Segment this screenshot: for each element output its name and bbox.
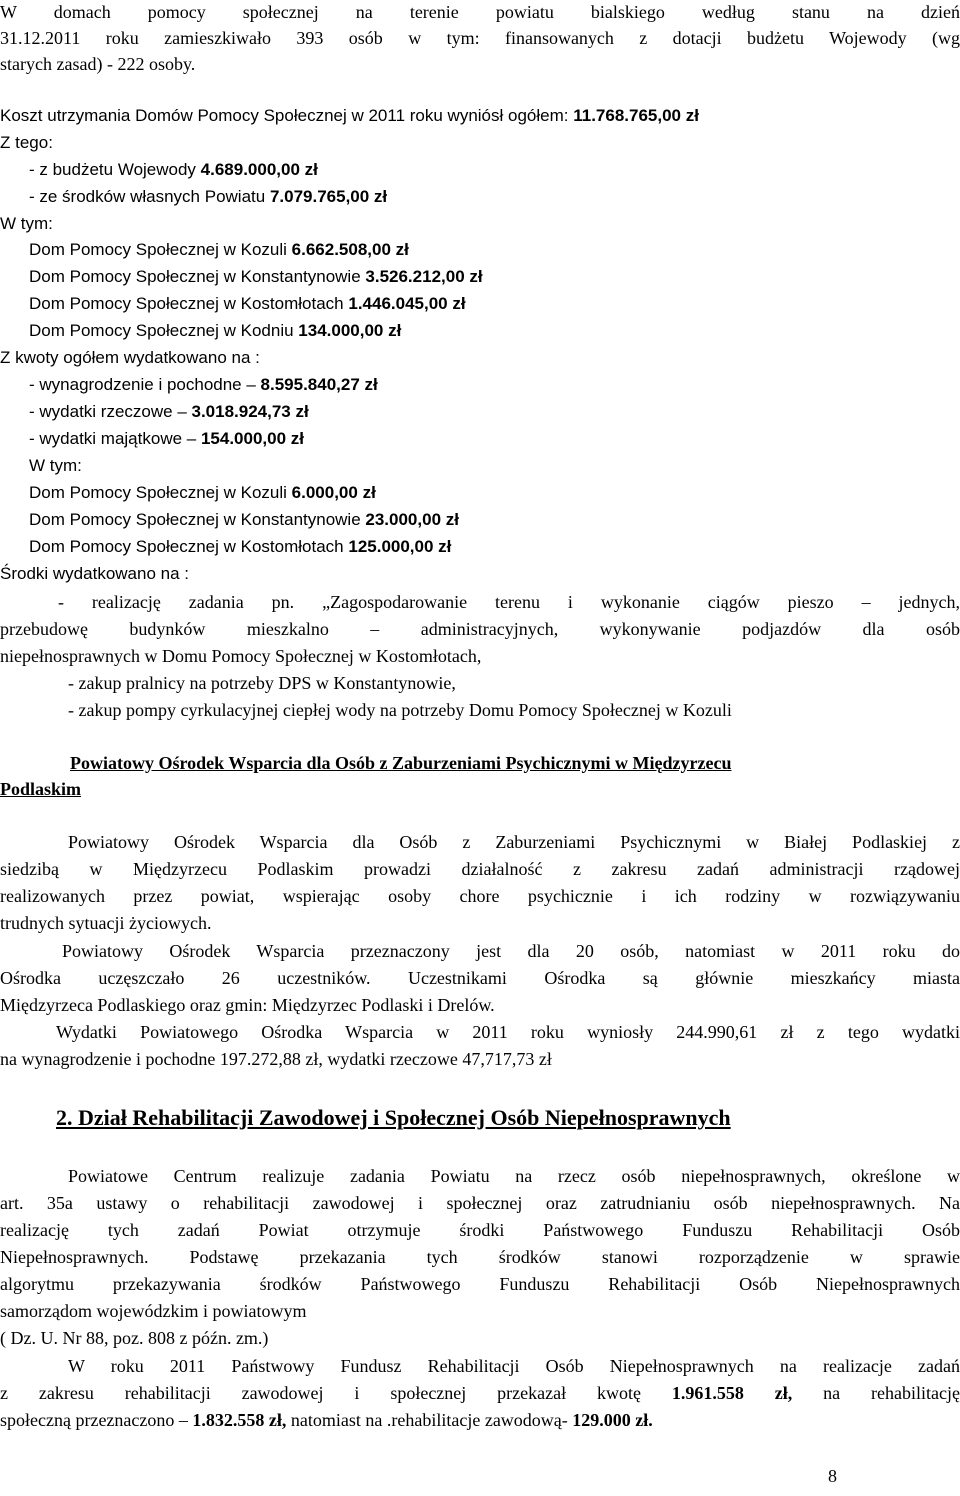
funds-line-2: przebudowę budynków mieszkalno – administracyjnych, wykonywanie podjazdów dla osób [0,619,960,639]
spending-home-label: Dom Pomocy Społecznej w Kozuli [29,483,292,502]
z-tego-label: Z tego: [0,133,53,152]
center-title-cont: Podlaskim [0,779,82,799]
cost-home-label: Dom Pomocy Społecznej w Kodniu [29,321,299,340]
rehab-p1-line: ( Dz. U. Nr 88, poz. 808 z późn. zm.) [0,1328,269,1348]
rehab-p1-line: Niepełnosprawnych. Podstawę przekazania tych środków stanowi rozporządzenie w sprawie [0,1247,960,1267]
wojewoda-line [0,158,960,186]
intro-line-2: 31.12.2011 roku zamieszkiwało 393 osób w tym: finansowanych z dotacji budżetu Wojewody (wg [0,28,960,48]
cost-home-label: Dom Pomocy Społecznej w Kozuli [29,240,292,259]
center-p2-line: Powiatowy Ośrodek Wsparcia przeznaczony jest dla 20 osób, natomiast w 2011 roku do [62,941,960,961]
material-label: - wydatki rzeczowe – [29,402,192,421]
page-number: 8 [828,1466,837,1486]
powiat-value: 7.079.765,00 zł [269,187,388,206]
cost-total: 11.768.765,00 zł [573,106,699,125]
funds-line-1: - realizację zadania pn. „Zagospodarowanie terenu i wykonanie ciągów pieszo – jednych, [58,592,960,612]
cost-home-value: 1.446.045,00 zł [348,294,466,313]
cost-label: Koszt utrzymania Domów Pomocy Społecznej w 2011 roku wyniósł ogółem: [0,106,574,125]
funds-line-4: - zakup pralnicy na potrzeby DPS w Konstantynowie, [68,673,456,693]
center-title-line-1 [70,751,960,779]
wojewoda-label: - z budżetu Wojewody [29,160,201,179]
center-title: Powiatowy Ośrodek Wsparcia dla Osób z Zaburzeniami Psychicznymi w Międzyrzecu [70,753,732,773]
rehab-p2-line-1: W roku 2011 Państwowy Fundusz Rehabilitacji Osób Niepełnosprawnych na realizacje zadań [68,1356,960,1376]
spending-home-label: Dom Pomocy Społecznej w Kostomłotach [29,537,349,556]
rehab-p1-line: art. 35a ustawy o rehabilitacji zawodowej i społecznej oraz zatrudnianiu osób niepełnosprawnych. Na [0,1193,960,1213]
powiat-label: - ze środków własnych Powiatu [29,187,270,206]
funds-header: Środki wydatkowano na : [0,564,189,583]
spending-w-tym: W tym: [29,456,82,475]
intro-line-3: starych zasad) - 222 osoby. [0,54,196,74]
cost-total-line [0,104,960,132]
asset-label: - wydatki majątkowe – [29,429,201,448]
rehab-p2-line-2 [0,1381,960,1409]
wages-line [0,373,960,401]
center-p1-line: Powiatowy Ośrodek Wsparcia dla Osób z Zaburzeniami Psychicznymi w Białej Podlaskiej z [68,832,960,852]
spending-home-row [0,508,960,536]
cost-home-row [0,238,960,266]
rehab-heading-line [56,1103,960,1135]
center-p1-line: realizowanych przez powiat, wspierając osoby chore psychicznie i ich rodziny w rozwiązywaniu [0,886,960,906]
center-p1-line: trudnych sytuacji życiowych. [0,913,212,933]
center-title-line-2 [0,777,960,805]
rehab-p2-line-3 [0,1408,960,1436]
rehab-p1-line: Powiatowe Centrum realizuje zadania Powiatu na rzecz osób niepełnosprawnych, określone w [68,1166,960,1186]
center-p3-line: na wynagrodzenie i pochodne 197.272,88 zł, wydatki rzeczowe 47,717,73 zł [0,1049,552,1069]
spending-header: Z kwoty ogółem wydatkowano na : [0,348,260,367]
spending-home-row [0,481,960,509]
cost-home-label: Dom Pomocy Społecznej w Konstantynowie [29,267,366,286]
cost-home-value: 3.526.212,00 zł [365,267,483,286]
rehab-p2-tail: na rehabilitację [792,1383,960,1403]
spending-home-value: 23.000,00 zł [365,510,459,529]
asset-line [0,427,960,455]
wojewoda-value: 4.689.000,00 zł [200,160,318,179]
funds-line-5: - zakup pompy cyrkulacyjnej ciepłej wody na potrzeby Domu Pomocy Społecznej w Kozuli [68,700,732,720]
cost-home-value: 134.000,00 zł [298,321,402,340]
cost-home-label: Dom Pomocy Społecznej w Kostomłotach [29,294,349,313]
rehab-p1-line: realizację tych zadań Powiat otrzymuje środki Państwowego Funduszu Rehabilitacji Osób [0,1220,960,1240]
rehab-p2-l3-mid: natomiast na .rehabilitacje zawodową- [286,1410,573,1430]
funds-line-3: niepełnosprawnych w Domu Pomocy Społecznej w Kostomłotach, [0,646,482,666]
material-value: 3.018.924,73 zł [191,402,309,421]
rehab-p2-l3-amount: 1.832.558 zł, [192,1410,287,1430]
w-tym-label: W tym: [0,214,53,233]
spending-home-value: 125.000,00 zł [348,537,452,556]
powiat-line [0,185,960,213]
rehab-p2-amount: 1.961.558 zł, [671,1383,793,1403]
rehab-p1-line: algorytmu przekazywania środków Państwowego Funduszu Rehabilitacji Osób Niepełnosprawnych [0,1274,960,1294]
center-p2-line: Międzyrzeca Podlaskiego oraz gmin: Międzyrzec Podlaski i Drelów. [0,995,495,1015]
rehab-p2-text: z zakresu rehabilitacji zawodowej i społecznej przekazał kwotę [0,1383,672,1403]
rehab-heading: 2. Dział Rehabilitacji Zawodowej i Społecznej Osób Niepełnosprawnych [56,1105,731,1130]
intro-line-1: W domach pomocy społecznej na terenie powiatu bialskiego według stanu na dzień [0,2,960,22]
rehab-p1-line: samorządom wojewódzkim i powiatowym [0,1301,307,1321]
asset-value: 154.000,00 zł [200,429,304,448]
center-p1-line: siedzibą w Międzyrzecu Podlaskim prowadzi działalność z zakresu zadań administracji rządowej [0,859,960,879]
rehab-p2-l3-amount2: 129.000 zł. [572,1410,653,1430]
rehab-p2-l3-text: społeczną przeznaczono – [0,1410,193,1430]
cost-home-row [0,265,960,293]
center-p2-line: Ośrodka uczęszczało 26 uczestników. Uczestnikami Ośrodka są głównie mieszkańcy miasta [0,968,960,988]
spending-home-row [0,535,960,563]
center-p3-line: Wydatki Powiatowego Ośrodka Wsparcia w 2011 roku wyniosły 244.990,61 zł z tego wydatki [56,1022,960,1042]
material-line [0,400,960,428]
wages-label: - wynagrodzenie i pochodne – [29,375,261,394]
spending-home-label: Dom Pomocy Społecznej w Konstantynowie [29,510,366,529]
cost-home-row [0,319,960,347]
spending-home-value: 6.000,00 zł [291,483,376,502]
cost-home-value: 6.662.508,00 zł [291,240,409,259]
cost-home-row [0,292,960,320]
wages-value: 8.595.840,27 zł [260,375,378,394]
